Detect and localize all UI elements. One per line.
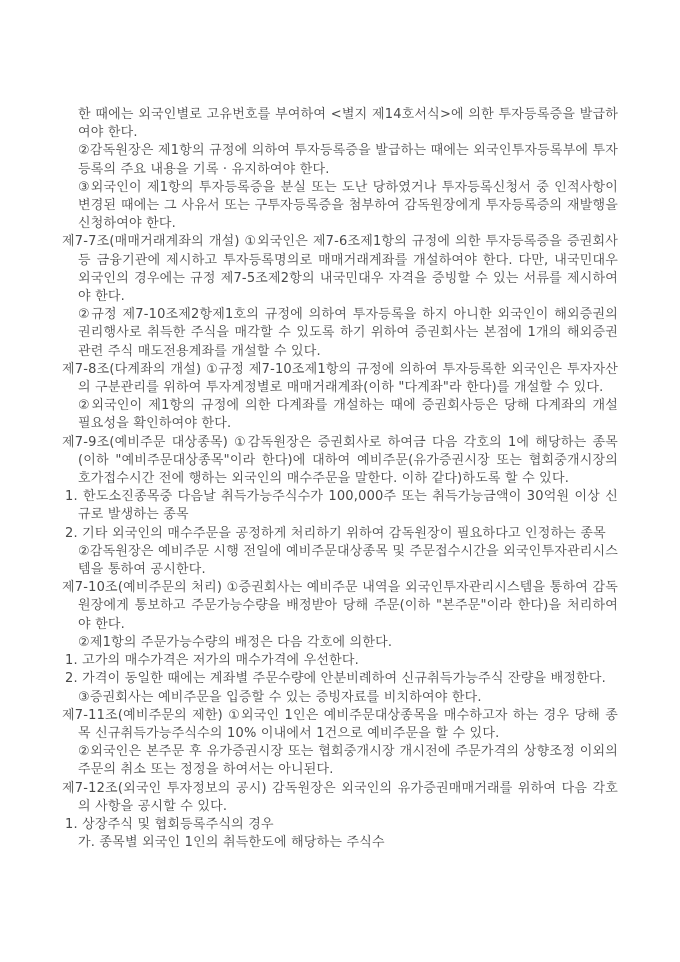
item-7-10-2: 2. 가격이 동일한 때에는 계좌별 주문수량에 안분비례하여 신규취득가능주식 잔량을 배정한다. [65, 671, 606, 687]
article-7-12: 제7-12조(외국인 투자정보의 공시) 감독원장은 외국인의 유가증권매매거래를 위하여 다음 각호의 사항을 공시할 수 있다. [62, 780, 618, 814]
article-7-7: 제7-7조(매매거래계좌의 개설) ①외국인은 제7-6조제1항의 규정에 의한 투자등록증을 증권회사등 금융기관에 제시하고 투자등록명의로 매매거래계좌를 개설하여야 한다. 다만, 내국민대우 외국인의 경우에는 규정 제7-5조제2항의 내국민대우 자격을 증빙할 수 있는 서류를 제시하여야 한다. [62, 234, 618, 305]
item-7-12-1: 1. 상장주식 및 협회등록주식의 경우 [65, 816, 274, 832]
clause-3: ③외국인이 제1항의 투자등록증을 분실 또는 도난 당하였거나 투자등록신청서 중 인적사항이 변경된 때에는 그 사유서 또는 구투자등록증을 첨부하여 감독원장에게 투자등록증의 재발행을 신청하여야 한다. [78, 179, 618, 232]
clause-7-10-2: ②제1항의 주문가능수량의 배정은 다음 각호에 의한다. [78, 634, 393, 650]
subitem-7-12-1-ga: 가. 종목별 외국인 1인의 취득한도에 해당하는 주식수 [78, 835, 385, 851]
article-7-10: 제7-10조(예비주문의 처리) ①증권회사는 예비주문 내역을 외국인투자관리시스템을 통하여 감독원장에게 통보하고 주문가능수량을 배정받아 당해 주문(이하 "본주문"이라 한다)을 처리하여야 한다. [62, 580, 618, 632]
item-7-10-1: 1. 고가의 매수가격은 저가의 매수가격에 우선한다. [65, 653, 359, 669]
paragraph-continuation: 한 때에는 외국인별로 고유번호를 부여하여 <별지 제14호서식>에 의한 투자등록증을 발급하여야 한다. [78, 107, 618, 141]
article-7-11: 제7-11조(예비주문의 제한) ①외국인 1인은 예비주문대상종목을 매수하고자 하는 경우 당해 종목 신규취득가능주식수의 10% 이내에서 1건으로 예비주문을 할 수 있다. [62, 707, 618, 741]
clause-7-11-2: ②외국인은 본주문 후 유가증권시장 또는 협회중개시장 개시전에 주문가격의 상향조정 이외의 주문의 취소 또는 정정을 하여서는 아니된다. [78, 744, 618, 778]
clause-7-9-2: ②감독원장은 예비주문 시행 전일에 예비주문대상종목 및 주문접수시간을 외국인투자관리시스템을 통하여 공시한다. [78, 543, 618, 578]
clause-2: ②감독원장은 제1항의 규정에 의하여 투자등록증을 발급하는 때에는 외국인투자등록부에 투자등록의 주요 내용을 기록 · 유지하여야 한다. [78, 143, 618, 177]
document-body [62, 106, 618, 852]
clause-7-10-3: ③증권회사는 예비주문을 입증할 수 있는 증빙자료를 비치하여야 한다. [78, 689, 482, 705]
clause-7-8-2: ②외국인이 제1항의 규정에 의한 다계좌를 개설하는 때에 증권회사등은 당해 다계좌의 개설 필요성을 확인하여야 한다. [78, 398, 618, 432]
article-7-9: 제7-9조(예비주문 대상종목) ①감독원장은 증권회사로 하여금 다음 각호의 1에 해당하는 종목(이하 "예비주문대상종목"이라 한다)에 대하여 예비주문(유가증권시장 또는 협회중개시장의 호가접수시간 전에 행하는 외국인의 매수주문을 말한다. 이하 같다)하도록 할 수 있다. [62, 434, 618, 487]
clause-7-7-2: ②규정 제7-10조제2항제1호의 규정에 의하여 투자등록을 하지 아니한 외국인이 해외증권의 권리행사로 취득한 주식을 매각할 수 있도록 하기 위하여 증권회사는 본점에 1개의 해외증권관련 주식 매도전용계좌를 개설할 수 있다. [78, 307, 618, 359]
article-7-8: 제7-8조(다계좌의 개설) ①규정 제7-10조제1항의 규정에 의하여 투자등록한 외국인은 투자자산의 구분관리를 위하여 투자계정별로 매매거래계좌(이하 "다계좌"라 한다)를 개설할 수 있다. [62, 361, 618, 396]
item-7-9-2: 2. 기타 외국인의 매수주문을 공정하게 처리하기 위하여 감독원장이 필요하다고 인정하는 종목 [65, 525, 606, 541]
item-7-9-1: 1. 한도소진종목중 다음날 취득가능주식수가 100,000주 또는 취득가능금액이 30억원 이상 신규로 발생하는 종목 [65, 489, 618, 523]
